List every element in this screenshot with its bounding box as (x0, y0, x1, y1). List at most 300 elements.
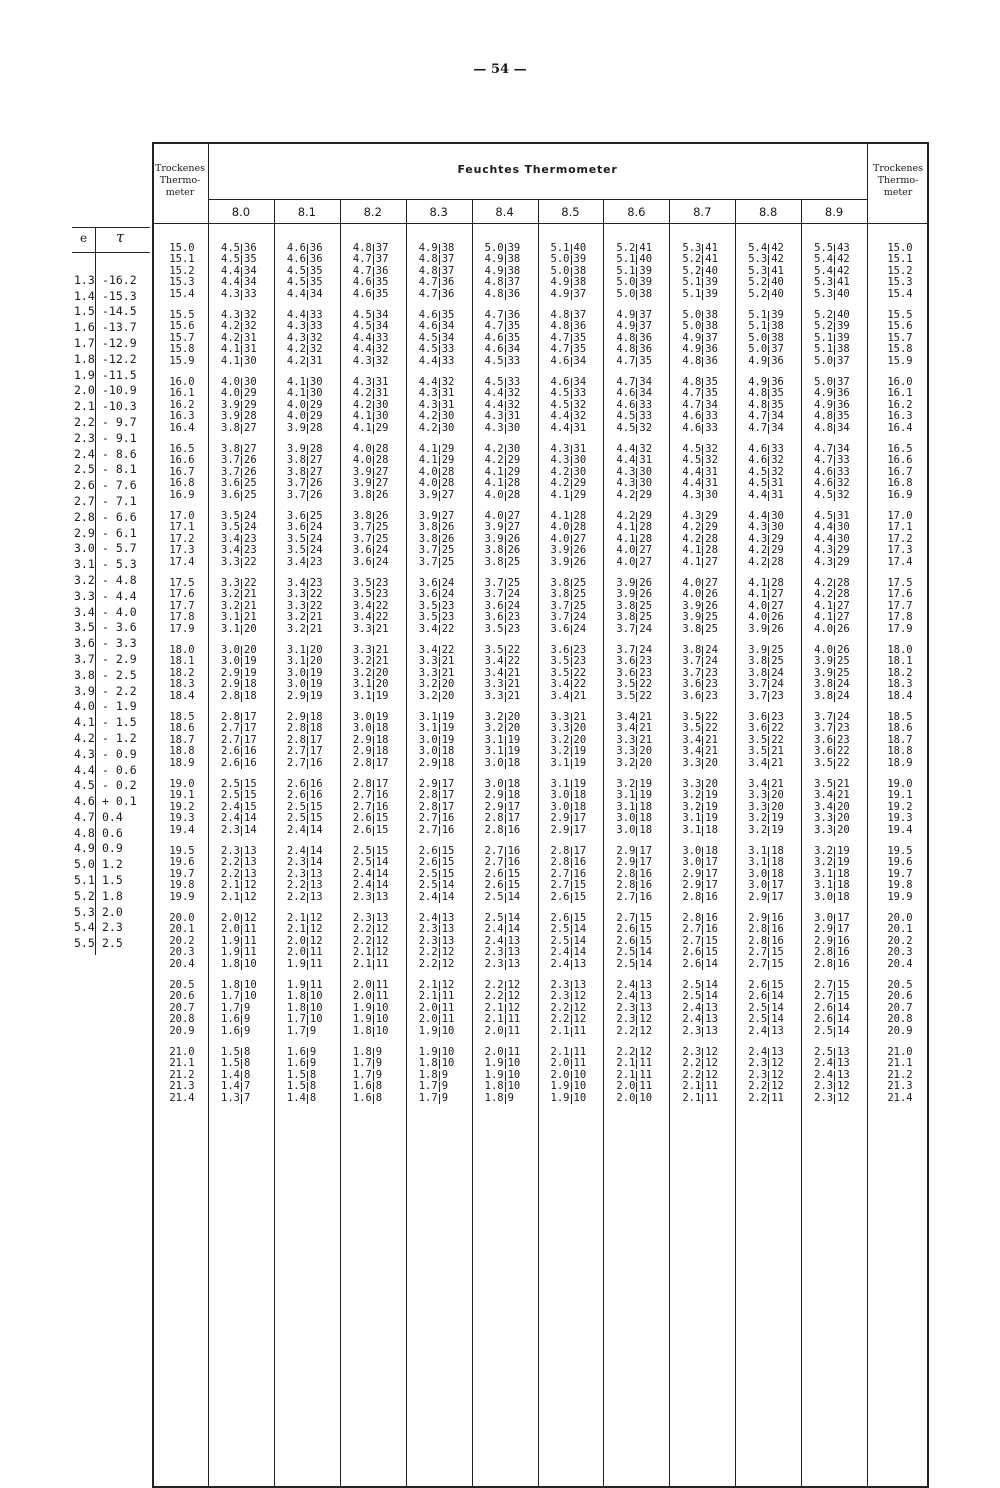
vapor-pressure-value: 4.2 (814, 588, 834, 601)
humidity-value: 31 (244, 343, 257, 356)
cell-separator (636, 523, 637, 533)
dry-temp-right: 21.1 (887, 1057, 913, 1070)
humidity-value: 16 (441, 812, 455, 825)
cell-separator (636, 814, 637, 824)
vapor-pressure-value: 3.5 (748, 745, 768, 758)
humidity-value: 8 (309, 1091, 317, 1104)
vapor-pressure-value: 2.7 (550, 867, 570, 880)
cell-separator (505, 389, 506, 399)
humidity-value: 42 (837, 253, 850, 266)
vapor-pressure-value: 2.9 (286, 689, 306, 702)
vapor-pressure-value: 4.0 (286, 410, 306, 423)
cell-separator (373, 389, 374, 399)
dry-temp-right: 19.7 (887, 867, 913, 880)
dry-temp-left: 20.4 (169, 957, 195, 970)
side-cell-e: 5.5 (74, 936, 95, 951)
cell-separator (636, 713, 637, 723)
vapor-pressure-value: 2.3 (616, 1013, 636, 1026)
vapor-pressure-value: 2.8 (814, 957, 834, 970)
vapor-pressure-value: 3.6 (748, 711, 768, 723)
cell-separator (768, 992, 769, 1002)
humidity-value: 22 (639, 678, 653, 691)
side-table-row (72, 873, 150, 889)
side-cell-tau: - 7.6 (102, 478, 137, 493)
vapor-pressure-value: 2.9 (418, 778, 438, 790)
humidity-value: 24 (507, 588, 521, 601)
cell-separator (241, 1004, 242, 1014)
cell-separator (636, 602, 637, 612)
humidity-value: 34 (771, 421, 784, 434)
table-row (152, 333, 929, 344)
cell-separator (571, 1059, 572, 1069)
humidity-value: 41 (705, 242, 718, 254)
cell-separator (439, 334, 440, 344)
dry-temp-right: 19.1 (887, 789, 913, 802)
humidity-value: 34 (837, 421, 850, 434)
dry-temp-left: 17.4 (169, 555, 195, 568)
vapor-pressure-value: 4.6 (484, 343, 504, 356)
vapor-pressure-value: 4.3 (286, 331, 306, 344)
humidity-value: 38 (441, 242, 455, 254)
cell-separator (636, 1059, 637, 1069)
vapor-pressure-value: 4.1 (550, 510, 570, 522)
humidity-value: 41 (705, 253, 718, 266)
cell-separator (505, 546, 506, 556)
vapor-pressure-value: 2.4 (418, 912, 438, 924)
humidity-value: 39 (507, 242, 521, 254)
cell-separator (307, 311, 308, 321)
dry-temp-right: 18.1 (887, 655, 913, 668)
vapor-pressure-value: 2.7 (418, 812, 438, 825)
humidity-value: 17 (507, 800, 521, 813)
cell-separator (241, 357, 242, 367)
humidity-value: 7 (244, 1080, 251, 1093)
vapor-pressure-value: 3.2 (748, 823, 768, 836)
vapor-pressure-value: 2.6 (352, 823, 372, 836)
vapor-pressure-value: 4.7 (748, 410, 768, 423)
humidity-value: 21 (573, 689, 587, 702)
cell-separator (636, 759, 637, 769)
cell-separator (439, 290, 440, 300)
humidity-value: 35 (705, 387, 718, 400)
humidity-value: 15 (573, 890, 587, 903)
dry-temp-right: 21.4 (887, 1091, 913, 1104)
humidity-value: 17 (573, 812, 587, 825)
cell-separator (307, 357, 308, 367)
cell-separator (505, 657, 506, 667)
vapor-pressure-value: 3.5 (748, 733, 768, 746)
dry-temp-left: 21.4 (169, 1091, 195, 1104)
humidity-value: 27 (639, 544, 653, 557)
vapor-pressure-value: 1.9 (550, 1080, 570, 1093)
humidity-value: 29 (837, 555, 850, 568)
vapor-pressure-value: 2.7 (814, 979, 834, 991)
cell-separator (834, 858, 835, 868)
humidity-value: 10 (244, 957, 257, 970)
vapor-pressure-value: 3.3 (286, 588, 306, 601)
side-cell-e: 4.5 (74, 778, 95, 793)
table-row (152, 557, 929, 568)
cell-separator (505, 468, 506, 478)
vapor-pressure-value: 2.8 (682, 890, 702, 903)
page-number: — 54 — (473, 62, 527, 77)
humidity-value: 18 (507, 789, 521, 802)
vapor-pressure-value: 2.5 (682, 979, 702, 991)
humidity-value: 12 (705, 1068, 718, 1081)
vapor-pressure-value: 2.6 (748, 979, 768, 991)
vapor-pressure-value: 4.8 (814, 421, 834, 434)
table-row (152, 545, 929, 556)
humidity-value: 12 (771, 1068, 784, 1081)
side-table-row (72, 336, 150, 352)
cell-separator (373, 311, 374, 321)
vapor-pressure-value: 3.3 (352, 644, 372, 656)
side-cell-tau: - 1.5 (102, 715, 137, 730)
vapor-pressure-value: 4.4 (682, 465, 702, 478)
vapor-pressure-value: 2.6 (484, 879, 504, 892)
side-table-row (72, 510, 150, 526)
cell-separator (439, 625, 440, 635)
cell-separator (636, 278, 637, 288)
humidity-value: 21 (573, 711, 587, 723)
cell-separator (834, 278, 835, 288)
cell-separator (636, 389, 637, 399)
vapor-pressure-value: 3.5 (418, 599, 438, 612)
humidity-value: 24 (375, 555, 389, 568)
cell-separator (768, 546, 769, 556)
side-table-row (72, 526, 150, 542)
vapor-pressure-value: 3.4 (682, 745, 702, 758)
cell-separator (373, 546, 374, 556)
cell-separator (439, 881, 440, 891)
dry-temp-right: 15.4 (887, 287, 913, 300)
humidity-value: 17 (705, 879, 718, 892)
humidity-value: 23 (771, 689, 784, 702)
vapor-pressure-value: 3.4 (352, 599, 372, 612)
vapor-pressure-value: 4.3 (682, 488, 702, 501)
humidity-value: 23 (441, 599, 455, 612)
cell-separator (439, 826, 440, 836)
humidity-value: 32 (639, 443, 653, 455)
humidity-value: 14 (309, 856, 323, 869)
cell-separator (571, 468, 572, 478)
vapor-pressure-value: 3.9 (616, 588, 636, 601)
vapor-pressure-value: 4.4 (352, 343, 372, 356)
humidity-value: 14 (441, 879, 455, 892)
table-row (152, 892, 929, 903)
cell-separator (439, 535, 440, 545)
humidity-value: 21 (639, 733, 653, 746)
dry-temp-left: 21.3 (169, 1080, 195, 1093)
row-group (152, 310, 929, 377)
dry-temp-right: 18.9 (887, 756, 913, 769)
vapor-pressure-value: 3.9 (286, 443, 306, 455)
side-cell-e: 3.8 (74, 667, 95, 682)
cell-separator (768, 692, 769, 702)
vapor-pressure-value: 3.5 (352, 588, 372, 601)
side-table-row (72, 794, 150, 810)
table-row (152, 455, 929, 466)
vapor-pressure-value: 3.4 (484, 655, 504, 668)
vapor-pressure-value: 3.9 (286, 421, 306, 434)
vapor-pressure-value: 3.8 (550, 577, 570, 589)
cell-separator (373, 456, 374, 466)
humidity-value: 19 (244, 666, 257, 679)
cell-separator (702, 255, 703, 265)
vapor-pressure-value: 4.8 (748, 387, 768, 400)
humidity-value: 29 (573, 477, 587, 490)
humidity-value: 28 (837, 588, 850, 601)
vapor-pressure-value: 4.3 (352, 376, 372, 388)
side-table-row (72, 857, 150, 873)
vapor-pressure-value: 3.7 (616, 644, 636, 656)
vapor-pressure-value: 5.0 (814, 354, 834, 367)
cell-separator (768, 1048, 769, 1058)
humidity-value: 41 (639, 242, 653, 254)
vapor-pressure-value: 4.9 (682, 331, 702, 344)
cell-separator (834, 479, 835, 489)
humidity-value: 10 (244, 990, 257, 1003)
vapor-pressure-value: 4.5 (352, 309, 372, 321)
humidity-value: 32 (771, 465, 784, 478)
cell-separator (307, 713, 308, 723)
vapor-pressure-value: 3.6 (418, 577, 438, 589)
vapor-pressure-value: 2.5 (748, 1001, 768, 1014)
humidity-value: 18 (375, 745, 389, 758)
side-table-row (72, 778, 150, 794)
vapor-pressure-value: 2.2 (352, 923, 372, 936)
vapor-pressure-value: 1.7 (418, 1091, 438, 1104)
vapor-pressure-value: 2.2 (484, 979, 504, 991)
vapor-pressure-value: 4.3 (352, 354, 372, 367)
side-cell-e: 2.4 (74, 446, 95, 461)
side-cell-tau: - 1.9 (102, 699, 137, 714)
vapor-pressure-value: 3.2 (484, 711, 504, 723)
vapor-pressure-value: 1.7 (286, 1013, 306, 1026)
dry-temp-right: 20.1 (887, 923, 913, 936)
humidity-value: 30 (441, 410, 455, 423)
cell-separator (439, 791, 440, 801)
vapor-pressure-value: 4.5 (418, 331, 438, 344)
humidity-value: 10 (573, 1068, 587, 1081)
humidity-value: 17 (441, 778, 455, 790)
cell-separator (439, 278, 440, 288)
cell-separator (505, 803, 506, 813)
cell-separator (834, 424, 835, 434)
cell-separator (571, 322, 572, 332)
humidity-value: 14 (837, 1001, 850, 1014)
humidity-value: 18 (244, 689, 257, 702)
vapor-pressure-value: 4.0 (616, 544, 636, 557)
table-row (152, 612, 929, 623)
cell-separator (702, 669, 703, 679)
vapor-pressure-value: 1.8 (352, 1046, 372, 1058)
humidity-value: 10 (244, 979, 257, 991)
table-row (152, 1003, 929, 1014)
side-cell-e: 3.3 (74, 588, 95, 603)
vapor-pressure-value: 3.0 (814, 912, 834, 924)
vapor-pressure-value: 1.8 (418, 1057, 438, 1070)
humidity-value: 17 (837, 923, 850, 936)
vapor-pressure-value: 4.7 (484, 309, 504, 321)
cell-separator (307, 424, 308, 434)
side-cell-tau: - 5.3 (102, 557, 137, 572)
vapor-pressure-value: 4.7 (616, 376, 636, 388)
cell-separator (834, 334, 835, 344)
humidity-value: 13 (375, 890, 389, 903)
humidity-value: 20 (573, 722, 587, 735)
humidity-value: 25 (705, 611, 718, 624)
vapor-pressure-value: 5.1 (682, 287, 702, 300)
cell-separator (307, 558, 308, 568)
humidity-value: 39 (573, 253, 587, 266)
humidity-value: 22 (441, 622, 455, 635)
cell-separator (373, 322, 374, 332)
vapor-pressure-value: 3.4 (814, 789, 834, 802)
humidity-value: 26 (705, 588, 718, 601)
cell-separator (241, 814, 242, 824)
vapor-pressure-value: 2.7 (814, 990, 834, 1003)
dry-temp-right: 20.6 (887, 990, 913, 1003)
vapor-pressure-value: 4.8 (484, 287, 504, 300)
vapor-pressure-value: 1.9 (286, 979, 306, 991)
cell-separator (571, 512, 572, 522)
cell-separator (834, 255, 835, 265)
cell-separator (373, 858, 374, 868)
vapor-pressure-value: 2.2 (748, 1080, 768, 1093)
vapor-pressure-value: 4.5 (286, 264, 306, 277)
cell-separator (571, 546, 572, 556)
vapor-pressure-value: 1.9 (352, 1013, 372, 1026)
vapor-pressure-value: 2.8 (286, 722, 306, 735)
side-cell-tau: -13.7 (102, 320, 137, 335)
vapor-pressure-value: 3.7 (418, 544, 438, 557)
cell-separator (307, 546, 308, 556)
vapor-pressure-value: 4.6 (286, 253, 306, 266)
humidity-value: 19 (375, 689, 389, 702)
cell-separator (439, 267, 440, 277)
table-row (152, 1070, 929, 1081)
vapor-pressure-value: 4.4 (682, 477, 702, 490)
cell-separator (768, 401, 769, 411)
side-cell-e: 3.7 (74, 651, 95, 666)
cell-separator (702, 512, 703, 522)
humidity-value: 18 (837, 890, 850, 903)
humidity-value: 22 (309, 588, 323, 601)
humidity-value: 13 (375, 912, 389, 924)
vapor-pressure-value: 3.5 (550, 666, 570, 679)
cell-separator (834, 1071, 835, 1081)
vapor-pressure-value: 1.7 (221, 1001, 240, 1014)
humidity-value: 34 (771, 410, 784, 423)
vapor-pressure-value: 2.7 (616, 912, 636, 924)
cell-separator (373, 981, 374, 991)
cell-separator (702, 724, 703, 734)
vapor-pressure-value: 2.3 (550, 990, 570, 1003)
cell-separator (505, 1059, 506, 1069)
row-group (152, 243, 929, 310)
cell-separator (636, 412, 637, 422)
side-cell-e: 1.4 (74, 288, 95, 303)
humidity-value: 13 (705, 1001, 718, 1014)
humidity-value: 21 (244, 611, 257, 624)
humidity-value: 31 (837, 510, 850, 522)
humidity-value: 10 (309, 990, 323, 1003)
humidity-value: 16 (771, 934, 784, 947)
dry-temp-left: 19.9 (169, 890, 195, 903)
cell-separator (636, 893, 637, 903)
cell-separator (834, 724, 835, 734)
side-table-row (72, 573, 150, 589)
cell-separator (571, 925, 572, 935)
vapor-pressure-value: 3.6 (484, 599, 504, 612)
vapor-pressure-value: 2.1 (286, 923, 306, 936)
cell-separator (241, 590, 242, 600)
cell-separator (702, 960, 703, 970)
humidity-value: 10 (441, 1057, 455, 1070)
vapor-pressure-value: 3.9 (221, 398, 240, 411)
humidity-value: 23 (507, 622, 521, 635)
dry-temp-left: 20.9 (169, 1024, 195, 1037)
vapor-pressure-value: 1.9 (418, 1024, 438, 1037)
cell-separator (636, 747, 637, 757)
humidity-value: 30 (441, 421, 455, 434)
cell-separator (439, 378, 440, 388)
humidity-value: 8 (375, 1080, 383, 1093)
cell-separator (505, 523, 506, 533)
dry-temp-left: 17.0 (169, 510, 195, 522)
cell-separator (505, 826, 506, 836)
humidity-value: 28 (573, 521, 587, 534)
humidity-value: 11 (705, 1080, 718, 1093)
humidity-value: 10 (507, 1068, 521, 1081)
humidity-value: 42 (771, 242, 784, 254)
vapor-pressure-value: 3.2 (418, 689, 438, 702)
cell-separator (834, 814, 835, 824)
humidity-value: 11 (639, 1080, 653, 1093)
vapor-pressure-value: 2.9 (286, 711, 306, 723)
cell-separator (768, 625, 769, 635)
table-row (152, 779, 929, 790)
vapor-pressure-value: 2.6 (616, 934, 636, 947)
humidity-value: 11 (244, 946, 257, 959)
vapor-pressure-value: 2.3 (221, 845, 240, 857)
humidity-value: 16 (375, 789, 389, 802)
cell-separator (571, 981, 572, 991)
cell-separator (571, 535, 572, 545)
cell-separator (373, 657, 374, 667)
humidity-value: 25 (837, 655, 850, 668)
humidity-value: 28 (771, 577, 784, 589)
vapor-pressure-value: 1.9 (221, 934, 240, 947)
cell-separator (636, 669, 637, 679)
vapor-pressure-value: 4.8 (550, 309, 570, 321)
cell-separator (439, 992, 440, 1002)
cell-separator (702, 1082, 703, 1092)
cell-separator (834, 893, 835, 903)
side-table-row (72, 589, 150, 605)
humidity-value: 24 (837, 711, 850, 723)
cell-separator (307, 736, 308, 746)
cell-separator (439, 780, 440, 790)
vapor-pressure-value: 2.9 (748, 890, 768, 903)
cell-separator (834, 512, 835, 522)
side-cell-tau: - 1.2 (102, 730, 137, 745)
cell-separator (241, 255, 242, 265)
humidity-value: 13 (441, 923, 455, 936)
cell-separator (768, 590, 769, 600)
cell-separator (636, 1048, 637, 1058)
